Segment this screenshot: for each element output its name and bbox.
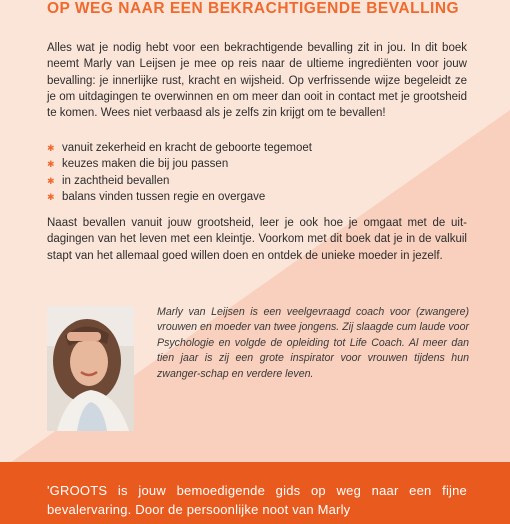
asterisk-icon: ✱ <box>47 191 55 202</box>
review-quote: 'GROOTS is jouw bemoedigende gids op weg naar een fijne bevalervaring. Door de persoonlijke noot van Marly <box>47 483 467 517</box>
outro-paragraph: Naast bevallen vanuit jouw grootsheid, leer je ook hoe je omgaat met de uit-dagingen van het leven met een kleintje. Voorkom met dit boek dat je in de valkuil stapt van het allemaal goed willen doen en ontdek de unieke moeder in jezelf. <box>47 217 467 262</box>
asterisk-icon: ✱ <box>47 159 55 170</box>
list-item-label: balans vinden tussen regie en overgave <box>62 190 266 203</box>
feature-list <box>47 140 467 205</box>
list-item-label: in zachtheid bevallen <box>62 174 170 187</box>
list-item <box>47 173 467 189</box>
list-item <box>47 189 467 205</box>
author-bio: Marly van Leijsen is een veelgevraagd coach voor (zwangere) vrouwen en moeder van twee jongens. Zij slaagde cum laude voor Psychologie en volgde de opleiding tot Life Coach. Al meer dan tien jaar is zij een grote inspirator voor vrouwen tijdens hun zwanger-schap en verdere leven. <box>157 306 469 380</box>
list-item <box>47 140 467 156</box>
author-photo <box>47 306 134 431</box>
list-item-label: vanuit zekerheid en kracht de geboorte tegemoet <box>62 142 312 154</box>
asterisk-icon: ✱ <box>47 143 55 153</box>
page-title: OP WEG NAAR EEN BEKRACHTIGENDE BEVALLING <box>47 0 460 17</box>
asterisk-icon: ✱ <box>47 175 55 186</box>
list-item <box>47 156 467 172</box>
intro-paragraph: Alles wat je nodig hebt voor een bekrachtigende bevalling zit in jou. In dit boek neemt Marly van Leijsen je mee op reis naar de ultieme ingrediënten voor jouw bevalling: je innerlijke rust, kracht en wijsheid. Op verfrissende wijze begeleidt ze je om uitdagingen te overwinnen en om meer dan ooit in contact met je grootsheid te komen. Wees niet verbaasd als je zelfs zin krijgt om te bevallen! <box>47 42 467 120</box>
list-item-label: keuzes maken die bij jou passen <box>62 158 229 171</box>
